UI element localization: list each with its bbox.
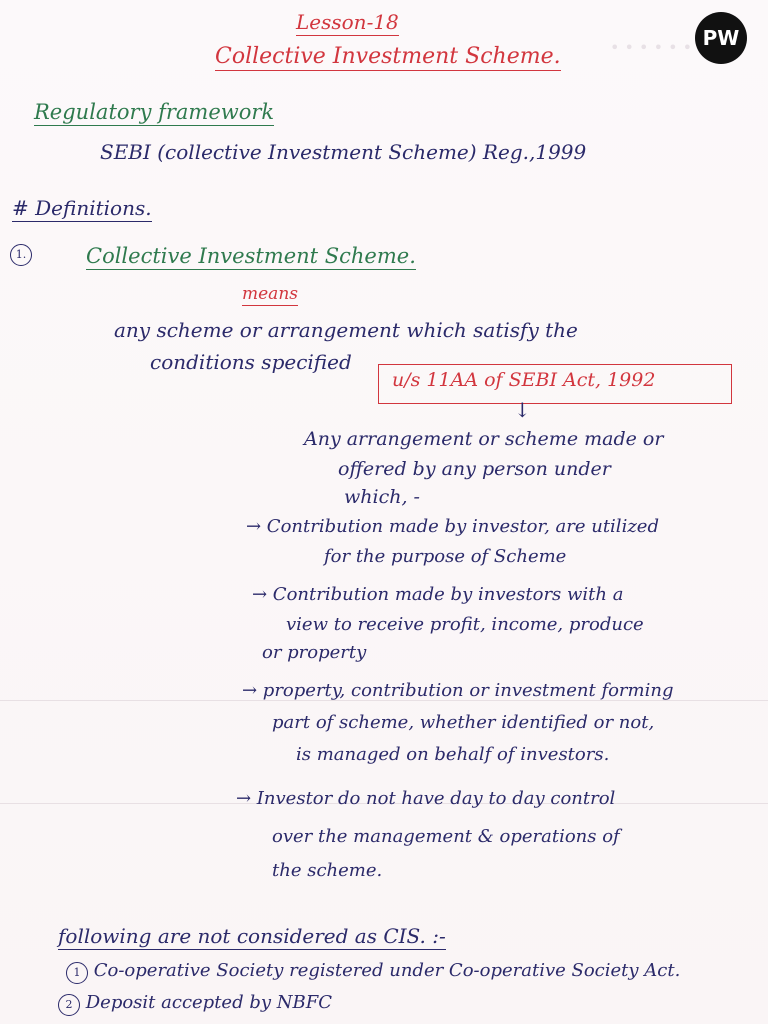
not-cis-item-1-text: Co-operative Society registered under Co-operative Society Act. <box>93 960 681 981</box>
not-cis-item-1 <box>66 960 680 984</box>
not-cis-heading: following are not considered as CIS. :- <box>58 924 446 948</box>
point-4-line-2: over the management & operations of <box>272 826 620 847</box>
not-cis-item-2-text: Deposit accepted by NBFC <box>85 992 332 1013</box>
item-number: 1. <box>10 244 32 266</box>
bleed-through-text: • • • • • • <box>610 38 693 57</box>
point-4-line-1: → Investor do not have day to day control <box>236 788 616 809</box>
point-2-line-2: view to receive profit, income, produce <box>286 614 644 635</box>
pw-logo: PW <box>695 12 747 64</box>
down-arrow-icon: ↓ <box>514 398 531 422</box>
point-3-line-2: part of scheme, whether identified or not, <box>272 712 655 733</box>
not-cis-item-2 <box>58 992 332 1016</box>
lesson-number: Lesson-18 <box>296 10 399 34</box>
point-4-line-3: the scheme. <box>272 860 383 881</box>
definition-line-2: conditions specified <box>150 350 352 374</box>
point-3-line-1: → property, contribution or investment forming <box>242 680 674 701</box>
explain-line-2: offered by any person under <box>338 458 611 480</box>
explain-line-1: Any arrangement or scheme made or <box>304 428 664 450</box>
explain-line-3: which, - <box>344 486 420 508</box>
item-number-badge: 1 <box>66 962 88 984</box>
page-title: Collective Investment Scheme. <box>215 44 561 69</box>
item-number-badge: 2 <box>58 994 80 1016</box>
point-3-line-3: is managed on behalf of investors. <box>296 744 610 765</box>
definition-line-1: any scheme or arrangement which satisfy the <box>114 318 578 342</box>
point-2-line-1: → Contribution made by investors with a <box>252 584 624 605</box>
means-label: means <box>242 284 298 304</box>
regulation-name: SEBI (collective Investment Scheme) Reg.,1999 <box>100 140 587 164</box>
point-1-line-1: → Contribution made by investor, are utilized <box>246 516 659 537</box>
term-cis: Collective Investment Scheme. <box>86 244 416 268</box>
definitions-heading: # Definitions. <box>12 196 152 220</box>
section-reference: u/s 11AA of SEBI Act, 1992 <box>392 369 656 391</box>
regulatory-framework-heading: Regulatory framework <box>34 100 275 124</box>
point-2-line-3: or property <box>262 642 367 663</box>
point-1-line-2: for the purpose of Scheme <box>324 546 567 567</box>
